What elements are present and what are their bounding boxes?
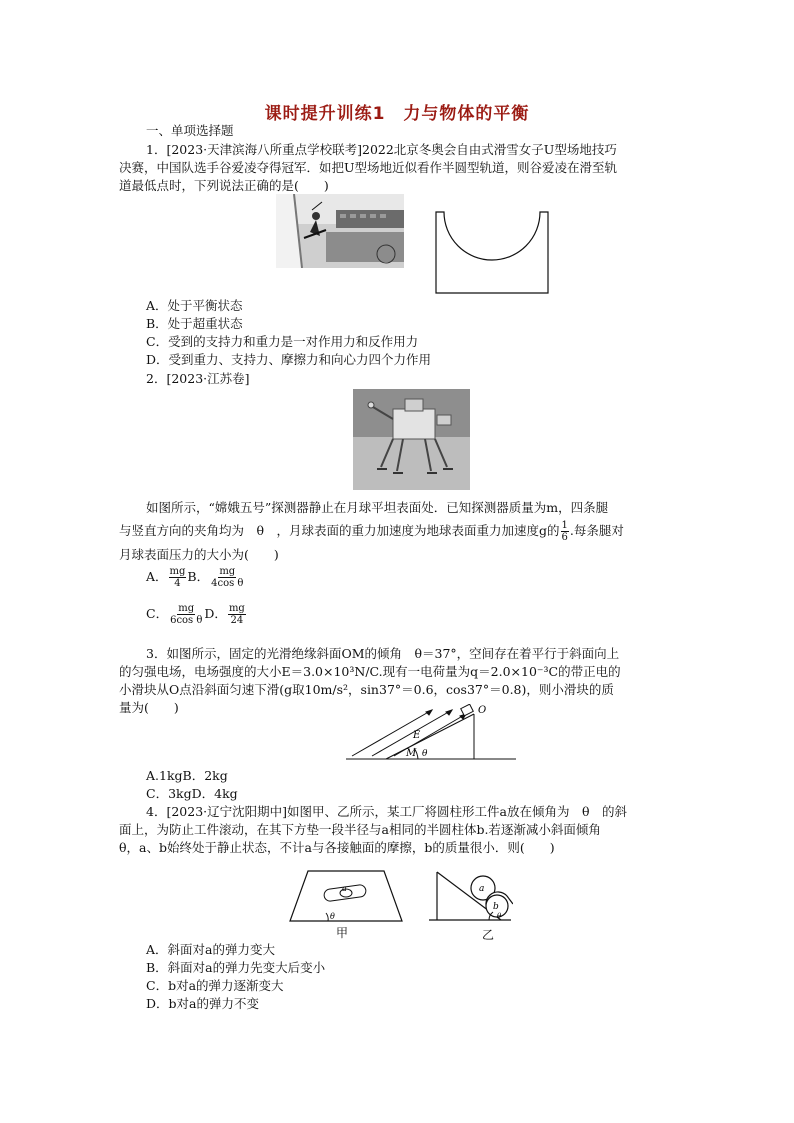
q1-line-2: 决赛，中国队选手谷爱凌夺得冠军．如把U型场地近似看作半圆型轨道，则谷爱凌在滑至轨: [119, 160, 618, 175]
q4-yi-label-theta: θ: [497, 912, 502, 920]
figure-yi-diagram: [427, 860, 513, 922]
page-title: 课时提升训练1 力与物体的平衡: [264, 104, 530, 124]
q2-option-a-label: A．: [146, 569, 168, 584]
q2-line-2-tail: .每条腿对: [569, 523, 624, 538]
q4-yi-label-b: b: [493, 902, 499, 912]
q2-line-1: 如图所示，“嫦娥五号”探测器静止在月球平坦表面处．已知探测器质量为m，四条腿: [146, 500, 609, 515]
q3-options-ab: A.1kgB．2kg: [146, 768, 228, 783]
figure-jia-diagram: [288, 869, 404, 923]
q2-fraction-numerator: 1: [561, 520, 568, 531]
incline-field-diagram: [346, 704, 516, 762]
q2-option-d-label: D．: [204, 606, 227, 621]
q3-fig-label-m: M: [406, 748, 417, 759]
q4-yi-label-a: a: [479, 884, 485, 894]
q3-line-3: 小滑块从O点沿斜面匀速下滑(g取10m/s²，sin37°＝0.6，cos37°＝0.8)，则小滑块的质: [119, 682, 614, 697]
q1-line-1: 1．[2023·天津滨海八所重点学校联考]2022北京冬奥会自由式滑雪女子U型场地技巧: [146, 142, 617, 157]
q2-option-b-fraction: [210, 566, 244, 589]
figure-jia-label: 甲: [336, 926, 349, 940]
q2-option-d-num: mg: [228, 603, 245, 614]
section-heading: 一、单项选择题: [146, 123, 234, 138]
q4-option-a: A．斜面对a的弹力变大: [146, 942, 275, 957]
q2-option-c-fraction: [169, 603, 203, 626]
q2-option-b-den: 4cos θ: [211, 578, 244, 589]
q2-option-a-num: mg: [169, 566, 186, 577]
q4-jia-label-a: a: [342, 884, 347, 893]
q4-jia-label-theta: θ: [330, 912, 335, 921]
q2-line-3: 月球表面压力的大小为( ): [119, 547, 279, 562]
q4-line-1: 4．[2023·辽宁沈阳期中]如图甲、乙所示，某工厂将圆柱形工件a放在倾角为 θ 的斜: [146, 804, 627, 819]
q2-options-cd: [146, 603, 247, 626]
q1-line-3: 道最低点时，下列说法正确的是( ): [119, 178, 329, 193]
q2-option-d-den: 24: [230, 615, 244, 626]
q3-line-4: 量为( ): [119, 700, 179, 715]
q3-fig-label-e: E: [413, 730, 421, 741]
q2-option-c-label: C．: [146, 606, 169, 621]
q4-option-d: D．b对a的弹力不变: [146, 996, 259, 1011]
q1-option-c: C．受到的支持力和重力是一对作用力和反作用力: [146, 334, 419, 349]
figure-yi-label: 乙: [482, 928, 495, 942]
skier-photo: [276, 194, 404, 268]
q1-option-b: B．处于超重状态: [146, 316, 243, 331]
q2-option-a-den: 4: [174, 578, 181, 589]
q2-option-d-fraction: [228, 603, 246, 626]
q3-options-cd: C．3kgD．4kg: [146, 786, 238, 801]
q4-option-b: B．斜面对a的弹力先变大后变小: [146, 960, 326, 975]
q3-line-1: 3．如图所示，固定的光滑绝缘斜面OM的倾角 θ＝37°，空间存在着平行于斜面向上: [146, 646, 620, 661]
q2-option-b-label: B．: [187, 569, 210, 584]
q4-line-3: θ，a、b始终处于静止状态，不计a与各接触面的摩擦，b的质量很小．则( ): [119, 840, 555, 855]
q2-option-a-fraction: [169, 566, 187, 589]
q3-fig-label-o: O: [478, 705, 487, 716]
q4-option-c: C．b对a的弹力逐渐变大: [146, 978, 284, 993]
u-track-diagram: [435, 211, 549, 295]
q2-option-c-num: mg: [178, 603, 195, 614]
q2-option-c-den: 6cos θ: [170, 615, 203, 626]
q3-line-2: 的匀强电场，电场强度的大小E＝3.0×10³N/C.现有一电荷量为q＝2.0×10⁻³C的带正电的: [119, 664, 621, 679]
q2-header: 2．[2023·江苏卷]: [146, 371, 250, 386]
q1-option-d: D．受到重力、支持力、摩擦力和向心力四个力作用: [146, 352, 432, 367]
q2-line-2-text: 与竖直方向的夹角均为 θ ，月球表面的重力加速度为地球表面重力加速度g的: [119, 523, 560, 538]
q1-option-a: A．处于平衡状态: [146, 298, 243, 313]
q2-option-b-num: mg: [219, 566, 236, 577]
q4-line-2: 面上，为防止工件滚动，在其下方垫一段半径与a相同的半圆柱体b.若逐渐减小斜面倾角: [119, 822, 601, 837]
q2-line-2: [119, 520, 624, 543]
q3-fig-label-theta: θ: [422, 749, 428, 759]
q2-options-ab: [146, 566, 245, 589]
q2-fraction: [561, 520, 569, 543]
q2-fraction-denominator: 6: [561, 532, 568, 543]
lander-photo: [353, 389, 470, 490]
